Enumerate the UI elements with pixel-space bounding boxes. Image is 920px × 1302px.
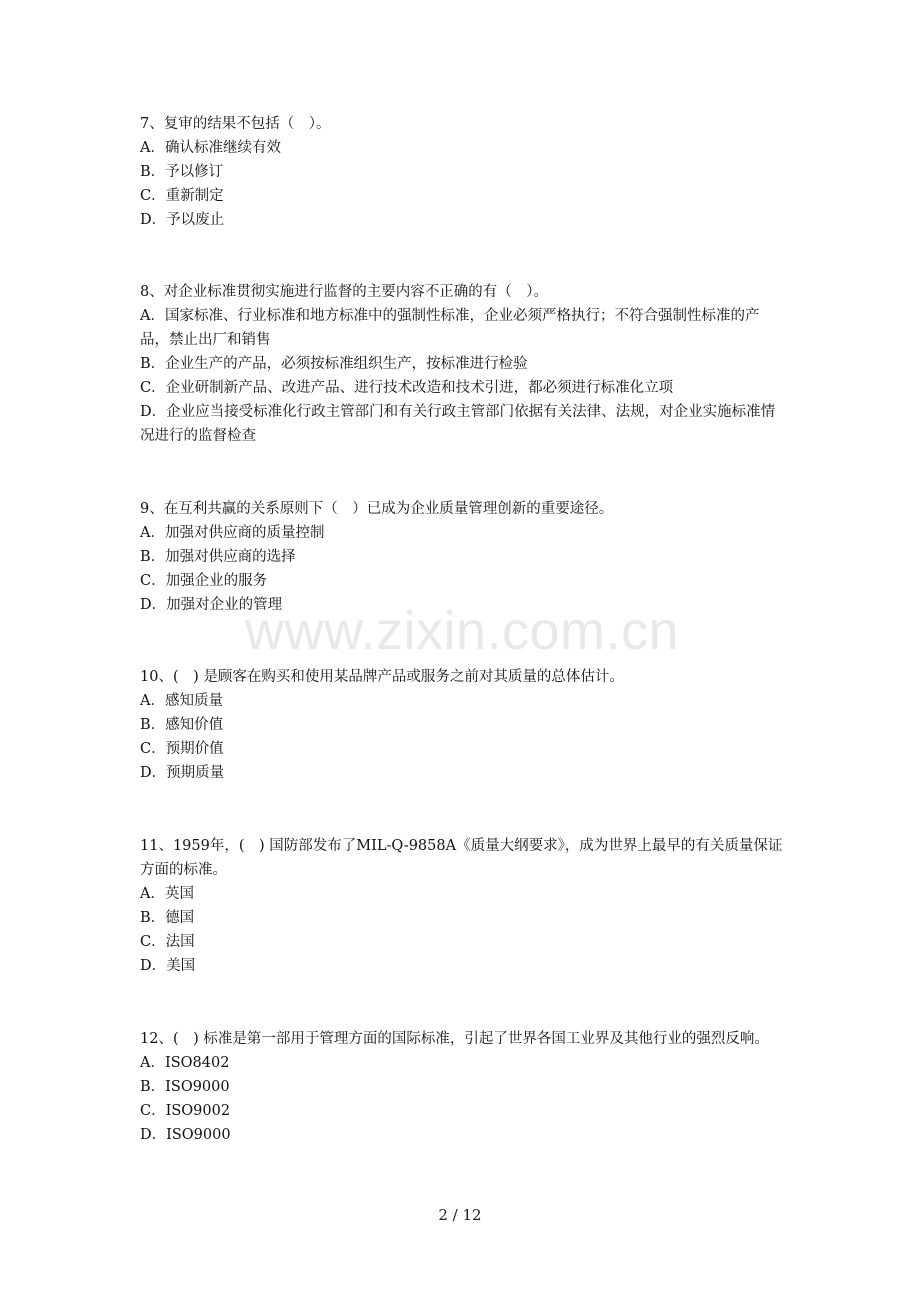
- option-a: A．国家标准、行业标准和地方标准中的强制性标准，企业必须严格执行；不符合强制性标准的产品，禁止出厂和销售: [140, 308, 760, 348]
- option-b: B．感知价值: [140, 717, 224, 733]
- option-b: B．予以修订: [140, 164, 224, 180]
- question-stem: 11、1959年，( ) 国防部发布了MIL-Q-9858A《质量大纲要求》，成为世界上最早的有关质量保证方面的标准。: [140, 838, 783, 878]
- question-11: [140, 834, 785, 978]
- option-a: A．感知质量: [140, 693, 223, 709]
- option-a: A．ISO8402: [140, 1055, 230, 1071]
- option-a: A．英国: [140, 886, 194, 902]
- question-stem: 12、( ) 标准是第一部用于管理方面的国际标准，引起了世界各国工业界及其他行业的强烈反响。: [140, 1031, 769, 1047]
- option-d: D．加强对企业的管理: [140, 597, 283, 613]
- option-d: D．美国: [140, 958, 196, 974]
- watermark: www.zixin.com.cn: [244, 601, 680, 661]
- question-stem: 10、( ) 是顾客在购买和使用某品牌产品或服务之前对其质量的总体估计。: [140, 669, 624, 685]
- option-b: B．ISO9000: [140, 1079, 230, 1095]
- option-a: A．加强对供应商的质量控制: [140, 525, 325, 541]
- option-d: D．ISO9000: [140, 1127, 231, 1143]
- option-d: D．予以废止: [140, 212, 225, 228]
- question-8: [140, 280, 785, 448]
- question-stem: 8、对企业标准贯彻实施进行监督的主要内容不正确的有（ ）。: [140, 284, 548, 300]
- question-10: [140, 665, 785, 785]
- option-c: C．加强企业的服务: [140, 573, 268, 589]
- option-c: C．预期价值: [140, 741, 224, 757]
- option-d: D．预期质量: [140, 765, 225, 781]
- question-stem: 9、在互利共赢的关系原则下（ ）已成为企业质量管理创新的重要途径。: [140, 501, 614, 517]
- question-7: [140, 112, 785, 232]
- question-stem: 7、复审的结果不包括（ ）。: [140, 116, 331, 132]
- option-b: B．企业生产的产品，必须按标准组织生产，按标准进行检验: [140, 356, 528, 372]
- option-b: B．加强对供应商的选择: [140, 549, 296, 565]
- option-a: A．确认标准继续有效: [140, 140, 281, 156]
- option-c: C．法国: [140, 934, 195, 950]
- question-12: [140, 1027, 785, 1147]
- page-number: 2 / 12: [438, 1206, 482, 1224]
- option-b: B．德国: [140, 910, 195, 926]
- option-c: C．企业研制新产品、改进产品、进行技术改造和技术引进，都必须进行标准化立项: [140, 380, 674, 396]
- question-9: [140, 497, 785, 617]
- option-d: D．企业应当接受标准化行政主管部门和有关行政主管部门依据有关法律、法规，对企业实施标准情况进行的监督检查: [140, 404, 776, 444]
- option-c: C．ISO9002: [140, 1103, 231, 1119]
- option-c: C．重新制定: [140, 188, 224, 204]
